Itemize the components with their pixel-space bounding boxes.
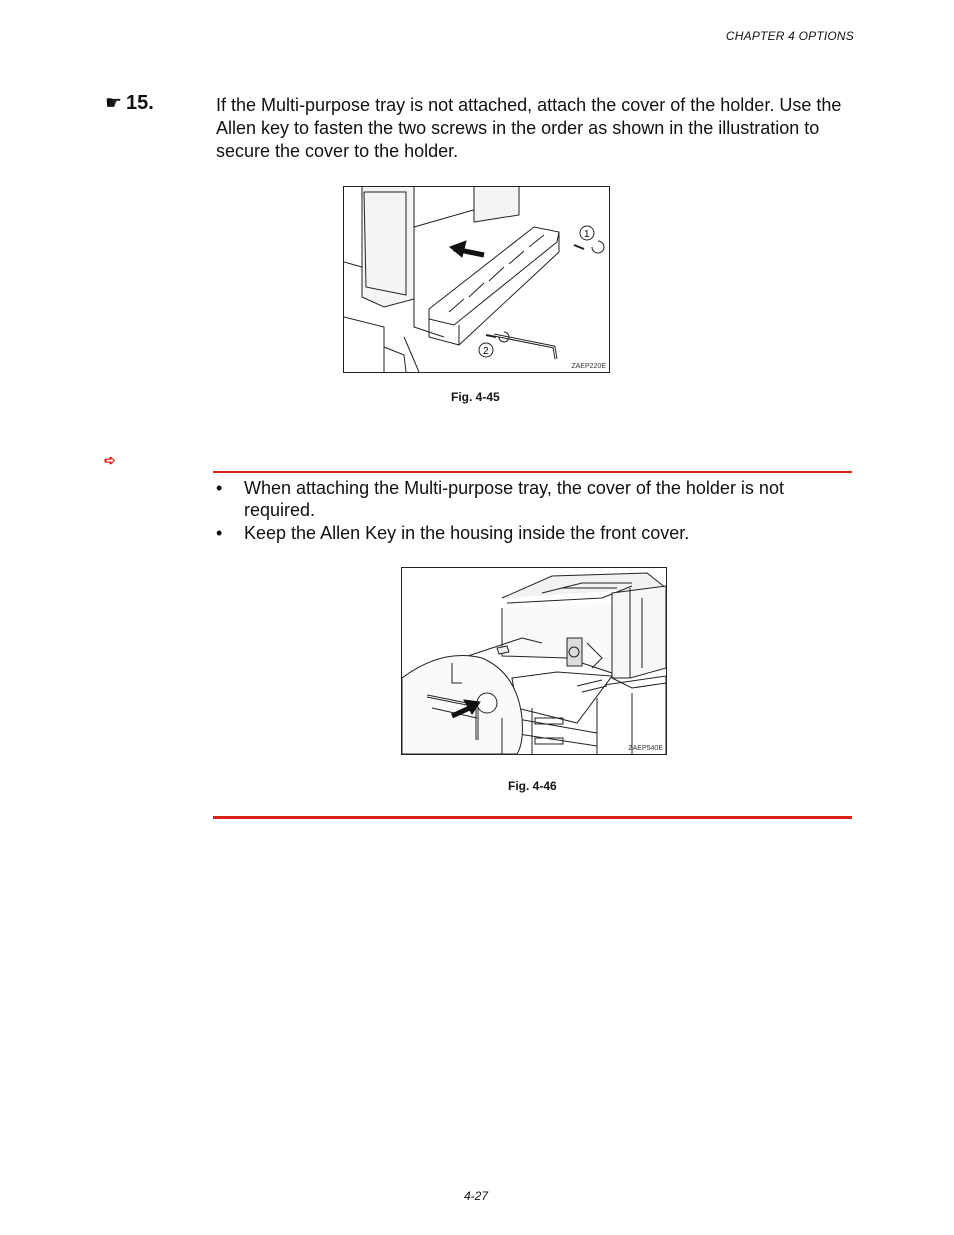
list-item xyxy=(216,522,836,544)
figure-holder-cover-illustration xyxy=(343,186,610,373)
note-item-text: When attaching the Multi-purpose tray, the cover of the holder is not required. xyxy=(244,478,784,520)
step-marker xyxy=(105,92,154,115)
pointing-hand-icon: ☛ xyxy=(105,93,123,114)
bullet-icon: • xyxy=(216,523,223,543)
step-number: 15. xyxy=(126,92,154,114)
holder-cover-drawing xyxy=(344,187,609,372)
note-bottom-rule xyxy=(213,816,852,819)
callout-1: 1 xyxy=(584,229,590,240)
figure-allen-key-housing-illustration xyxy=(401,567,667,755)
list-item xyxy=(216,477,836,521)
callout-2: 2 xyxy=(483,346,489,357)
figure-code: ZAEP220E xyxy=(571,363,606,370)
allen-key-housing-drawing xyxy=(402,568,666,754)
note-list xyxy=(216,477,836,545)
note-item-text: Keep the Allen Key in the housing inside the front cover. xyxy=(244,523,690,543)
figure-code: ZAEP540E xyxy=(628,745,663,752)
note-icon: ➪ xyxy=(104,452,116,468)
note-top-rule xyxy=(213,471,852,473)
figure-caption: Fig. 4-45 xyxy=(451,390,500,404)
bullet-icon: • xyxy=(216,478,223,498)
figure-caption: Fig. 4-46 xyxy=(508,779,557,793)
step-instruction: If the Multi-purpose tray is not attached, attach the cover of the holder. Use the Allen key to fasten the two screws in the order as shown in the illustration to secure the cover to the holder. xyxy=(216,95,842,161)
chapter-header: CHAPTER 4 OPTIONS xyxy=(725,29,854,43)
page-number: 4-27 xyxy=(464,1189,489,1203)
